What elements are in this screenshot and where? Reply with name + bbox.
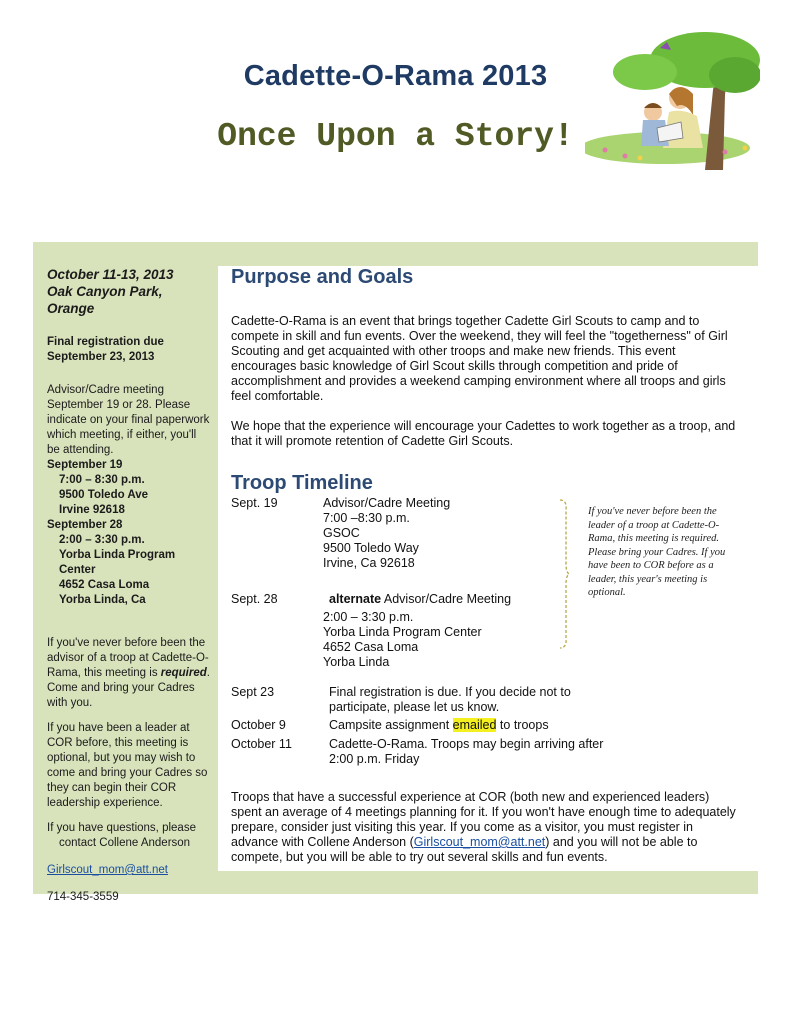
registration-due: Final registration due September 23, 2013 [47, 336, 164, 363]
never-advisor-text: If you've never before been the advisor of a troop at Cadette-O-Rama, this meeting is [47, 637, 209, 679]
been-leader-note: If you have been a leader at COR before, this meeting is optional, but you may wish to come and bring your Cadres so they can begin their COR leadership experience. [47, 722, 208, 809]
sept28-alternate: alternate [329, 592, 382, 606]
timeline-date-sept19: Sept. 19 [231, 496, 278, 510]
sept19-address-line2: Irvine 92618 [59, 504, 125, 516]
sept28-city: Yorba Linda [323, 655, 390, 669]
timeline-event-october9 [329, 718, 549, 733]
event-dates: October 11-13, 2013 [47, 267, 174, 282]
sept28-title-text: Advisor/Cadre Meeting [381, 592, 512, 606]
sept28-venue: Yorba Linda Program Center [323, 625, 482, 639]
never-advisor-required: required [160, 667, 207, 679]
purpose-heading: Purpose and Goals [231, 266, 414, 288]
never-advisor-text-end: . Come and bring your Cadres with you. [47, 667, 210, 709]
sept28-address-line2: 4652 Casa Loma [59, 579, 150, 591]
sept28-address-line1: Yorba Linda Program Center [59, 549, 176, 576]
contact-email-link[interactable]: Girlscout_mom@att.net [47, 864, 168, 876]
sidebar [47, 266, 212, 905]
timeline-event-sept28 [323, 592, 511, 670]
sept28-title [323, 592, 511, 607]
timeline-heading: Troop Timeline [231, 472, 373, 494]
sept28-time: 2:00 – 3:30 p.m. [323, 610, 414, 624]
closing-text-end: ) and you will not be able to compete, but you will be able to try out several skills and fun events. [231, 835, 698, 864]
note-brace [558, 498, 570, 650]
never-advisor-note [47, 636, 212, 711]
sept19-title: Advisor/Cadre Meeting [323, 496, 451, 510]
timeline-date-october9: October 9 [231, 718, 286, 732]
meeting-intro: Advisor/Cadre meeting September 19 or 28. Please indicate on your final paperwork which meeting, if either, you'll be attending. [47, 384, 210, 456]
timeline-event-october11: Cadette-O-Rama. Troops may begin arriving after 2:00 p.m. Friday [329, 737, 604, 766]
contact-phone: 714-345-3559 [47, 891, 119, 903]
event-location: Oak Canyon Park, Orange [47, 284, 163, 316]
sept19-venue: GSOC [323, 526, 360, 540]
sept19-time: 7:00 –8:30 p.m. [323, 511, 410, 525]
october9-text: Campsite assignment [329, 718, 453, 732]
purpose-paragraph-2: We hope that the experience will encourage your Cadettes to work together as a troop, and that it will promote retention of Cadette Girl Scouts. [231, 419, 736, 448]
october9-text-end: to troops [496, 718, 549, 732]
timeline-date-sept28: Sept. 28 [231, 592, 278, 606]
sept19-city: Irvine, Ca 92618 [323, 556, 415, 570]
timeline-date-sept23: Sept 23 [231, 685, 275, 699]
sept19-label: September 19 [47, 459, 123, 471]
closing-email-link[interactable]: Girlscout_mom@att.net [413, 835, 546, 849]
timeline-date-october11: October 11 [231, 737, 292, 751]
sept28-time: 2:00 – 3:30 p.m. [59, 534, 145, 546]
sept28-street: 4652 Casa Loma [323, 640, 419, 654]
storytime-tree-illustration [585, 20, 760, 170]
sept19-street: 9500 Toledo Way [323, 541, 419, 555]
page-title: Cadette-O-Rama 2013 [243, 60, 548, 92]
october9-highlight: emailed [452, 718, 497, 732]
sept28-address-line3: Yorba Linda, Ca [59, 594, 146, 606]
questions-text: If you have questions, please [47, 822, 196, 834]
sept28-label: September 28 [47, 519, 123, 531]
purpose-paragraph-1: Cadette-O-Rama is an event that brings together Cadette Girl Scouts to camp and to compete in skill and fun events. Over the weekend, they will feel the "togetherness" of Girl Scouting and get acquainted with other troops and make new friends. This event encourages basic knowledge of Girl Scout skills through competition and pride of accomplishment and provides a weekend camping environment where all troops and girls feel comfortable. [231, 314, 728, 403]
closing-paragraph [231, 790, 741, 865]
sept19-address-line1: 9500 Toledo Ave [59, 489, 149, 501]
meeting-requirement-note: If you've never before been the leader of a troop at Cadette-O-Rama, this meeting is required. Please bring your Cadres. If you have been to COR before as a leader, this year's meeting is optional. [588, 506, 726, 598]
timeline-event-sept19 [323, 496, 450, 571]
sept19-time: 7:00 – 8:30 p.m. [59, 474, 145, 486]
closing-text: Troops that have a successful experience at COR (both new and experienced leaders) spent an average of 4 meetings planning for it. If you won't have enough time to adequately prepare, consider just visiting this year. If you come as a visitor, you must register in advance with Collene Anderson ( [231, 790, 736, 849]
contact-text: contact Collene Anderson [59, 837, 191, 849]
timeline-event-sept23: Final registration is due. If you decide not to participate, please let us know. [329, 685, 571, 714]
page-subtitle: Once Upon a Story! [217, 118, 574, 155]
